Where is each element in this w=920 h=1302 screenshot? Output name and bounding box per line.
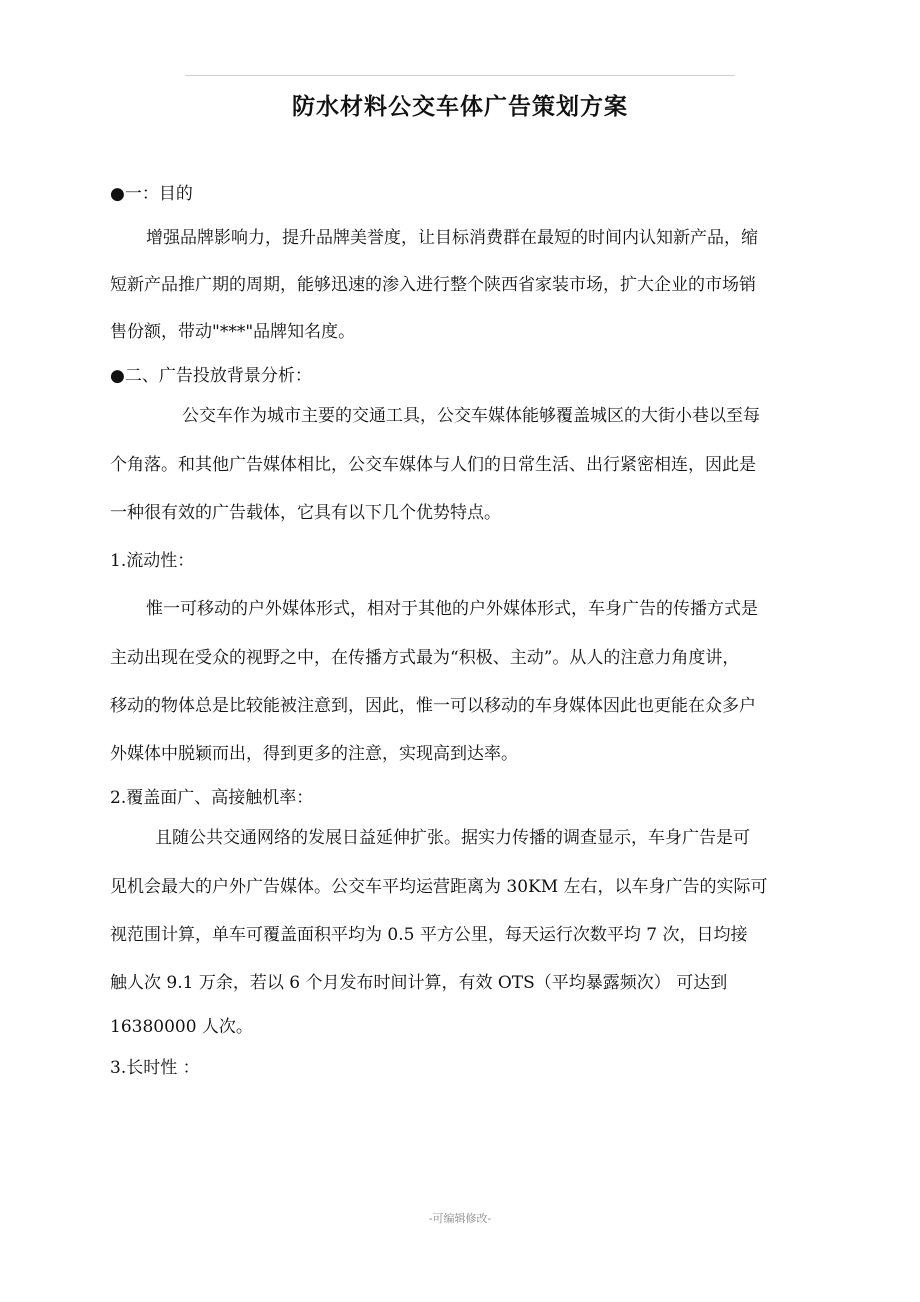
section-2-heading: ●二、广告投放背景分析： <box>110 366 312 386</box>
paragraph-line: 触人次 9.1 万余，若以 6 个月发布时间计算，有效 OTS（平均暴露频次） 可达到 <box>110 973 728 993</box>
paragraph-line: 售份额，带动"***"品牌知名度。 <box>110 322 356 342</box>
subsection-1-heading: 1.流动性： <box>110 551 195 571</box>
section-1-heading: ●一：目的 <box>110 184 193 204</box>
paragraph-line: 主动出现在受众的视野之中，在传播方式最为“积极、主动”。从人的注意力角度讲， <box>110 648 740 668</box>
paragraph-line: 移动的物体总是比较能被注意到，因此，惟一可以移动的车身媒体因此也更能在众多户 <box>110 696 756 716</box>
paragraph-line: 惟一可移动的户外媒体形式，相对于其他的户外媒体形式，车身广告的传播方式是 <box>146 599 758 619</box>
paragraph-line: 一种很有效的广告载体，它具有以下几个优势特点。 <box>110 503 501 523</box>
paragraph-line: 且随公共交通网络的发展日益延伸扩张。据实力传播的调查显示，车身广告是可 <box>155 828 750 848</box>
paragraph-line: 个角落。和其他广告媒体相比，公交车媒体与人们的日常生活、出行紧密相连，因此是 <box>110 455 756 475</box>
document-title: 防水材料公交车体广告策划方案 <box>292 94 628 120</box>
paragraph-line: 外媒体中脱颖而出，得到更多的注意，实现高到达率。 <box>110 744 518 764</box>
paragraph-line: 增强品牌影响力，提升品牌美誉度，让目标消费群在最短的时间内认知新产品，缩 <box>146 228 758 248</box>
subsection-3-heading: 3.长时性 ： <box>110 1058 200 1078</box>
subsection-2-heading: 2.覆盖面广、高接触机率： <box>110 788 314 808</box>
header-rule <box>185 75 735 76</box>
paragraph-line: 视范围计算，单车可覆盖面积平均为 0.5 平方公里，每天运行次数平均 7 次，日均接 <box>110 925 748 945</box>
paragraph-line: 16380000 人次。 <box>110 1017 253 1037</box>
paragraph-line: 公交车作为城市主要的交通工具，公交车媒体能够覆盖城区的大街小巷以至每 <box>182 406 760 426</box>
paragraph-line: 短新产品推广期的周期，能够迅速的渗入进行整个陕西省家装市场，扩大企业的市场销 <box>110 275 756 295</box>
paragraph-line: 见机会最大的户外广告媒体。公交车平均运营距离为 30KM 左右，以车身广告的实际可 <box>110 877 768 897</box>
footer-note: -可编辑修改- <box>428 1212 492 1225</box>
